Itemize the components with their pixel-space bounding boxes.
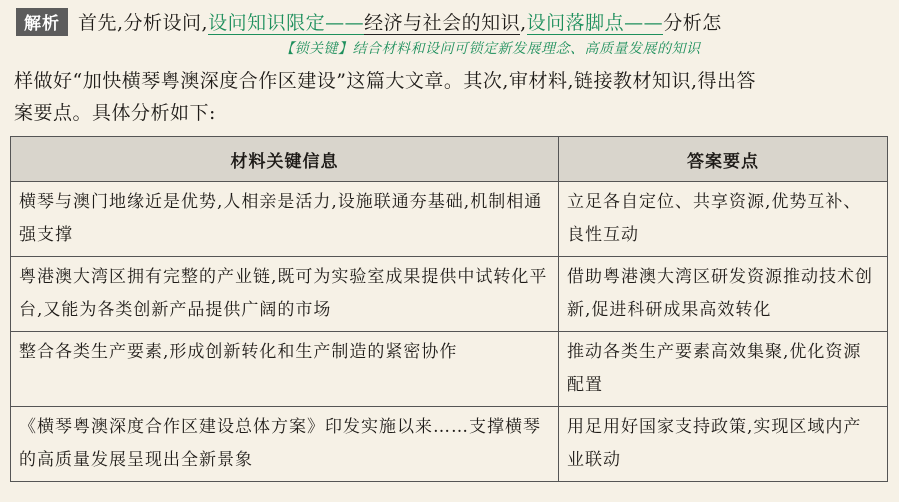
material-cell: 粤港澳大湾区拥有完整的产业链,既可为实验室成果提供中试转化平台,又能为各类创新产品提供广阔的市场 <box>11 257 559 332</box>
intro-line-1 <box>16 8 722 36</box>
intro-line-2: 样做好“加快横琴粤澳深度合作区建设”这篇大文章。其次,审材料,链接教材知识,得出答 <box>14 70 757 92</box>
table-row <box>11 407 888 482</box>
table-row <box>11 332 888 407</box>
knowledge-limit-value: 经济与社会的知识 <box>364 12 521 34</box>
answer-cell: 推动各类生产要素高效集聚,优化资源配置 <box>559 332 888 407</box>
analysis-table <box>10 136 888 482</box>
analysis-tag: 解析 <box>16 8 68 36</box>
table-header-row <box>11 137 888 182</box>
material-cell: 横琴与澳门地缘近是优势,人相亲是活力,设施联通夯基础,机制相通强支撑 <box>11 182 559 257</box>
answer-cell: 立足各自定位、共享资源,优势互补、良性互动 <box>559 182 888 257</box>
separator-text: , <box>520 12 527 34</box>
intro-text: 首先,分析设问, <box>78 12 209 34</box>
material-cell: 《横琴粤澳深度合作区建设总体方案》印发实施以来……支撑横琴的高质量发展呈现出全新景象 <box>11 407 559 482</box>
intro-text-end: 分析怎 <box>663 12 722 34</box>
header-answer-points: 答案要点 <box>559 137 888 182</box>
knowledge-limit-label: 设问知识限定—— <box>208 12 365 34</box>
answer-cell: 借助粤港澳大湾区研发资源推动技术创新,促进科研成果高效转化 <box>559 257 888 332</box>
table-row <box>11 182 888 257</box>
answer-cell: 用足用好国家支持政策,实现区域内产业联动 <box>559 407 888 482</box>
header-material-info: 材料关键信息 <box>11 137 559 182</box>
intro-line-3: 案要点。具体分析如下: <box>14 102 216 124</box>
material-cell: 整合各类生产要素,形成创新转化和生产制造的紧密协作 <box>11 332 559 407</box>
focus-point-label: 设问落脚点—— <box>526 12 664 34</box>
table-row <box>11 257 888 332</box>
key-note: 【锁关键】结合材料和设问可锁定新发展理念、高质量发展的知识 <box>280 41 701 57</box>
